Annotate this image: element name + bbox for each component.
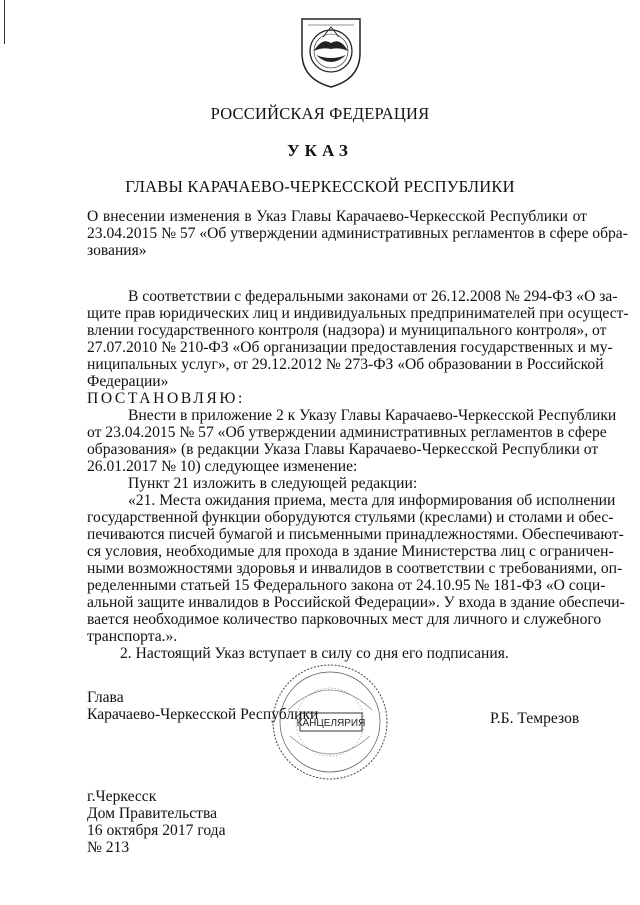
body-line-19: альной защите инвалидов в Российской Федерации». У входа в здание обеспечи- [87,594,625,611]
body-line-11: 26.01.2017 № 10) следующее изменение: [87,458,358,475]
body-line-17: ными возможностями здоровья и инвалидов в соответствии с требованиями, оп- [87,560,623,577]
decree-title: УКАЗ [287,141,353,160]
resolution-word: ПОСТАНОВЛЯЮ: [87,390,245,407]
body-line-9: от 23.04.2015 № 57 «Об утверждении административных регламентов в сфере [87,424,607,441]
subject-line-1: О внесении изменения в Указ Главы Карачаево-Черкесской Республики от [87,208,587,225]
body-line-1: В соответствии с федеральными законами от 26.12.2008 № 294-ФЗ «О за- [128,288,618,305]
subject-line-3: зования» [87,242,147,259]
body-line-8: Внести в приложение 2 к Указу Главы Карачаево-Черкесской Республики [128,407,617,424]
body-line-20: вается необходимое количество парковочных мест для личного и служебного [87,611,602,628]
signatory-title-line-2: Карачаево-Черкесской Республики [87,706,319,723]
coat-of-arms-emblem [296,15,366,90]
issue-place: Дом Правительства [87,805,218,822]
decree-number: № 213 [87,839,130,856]
issue-city: г.Черкесск [87,788,157,805]
body-line-16: ся условия, необходимые для прохода в здание Министерства лиц с ограничен- [87,543,614,560]
body-line-5: ниципальных услуг», от 29.12.2012 № 273-ФЗ «Об образовании в Российской [87,356,604,373]
signatory-title-line-1: Глава [87,689,124,706]
body-line-14: государственной функции оборудуются стульями (креслами) и столами и обес- [87,509,614,526]
body-line-10: образования» (в редакции Указа Главы Карачаево-Черкесской Республики от [87,441,599,458]
issue-date: 16 октября 2017 года [87,822,226,839]
country-heading: РОССИЙСКАЯ ФЕДЕРАЦИЯ [210,104,430,123]
body-line-3: влении государственного контроля (надзора) и муниципального контроля», от [87,322,607,339]
body-line-2: щите прав юридических лиц и индивидуальных предпринимателей при осущест- [87,305,629,322]
signatory-name: Р.Б. Темрезов [490,710,580,727]
body-line-12: Пункт 21 изложить в следующей редакции: [128,475,418,492]
body-line-15: печиваются писчей бумагой и письменными принадлежностями. Обеспечивают- [87,526,624,543]
body-line-18: ределенными статьей 15 Федерального закона от 24.10.95 № 181-ФЗ «О соци- [87,577,606,594]
body-line-22: 2. Настоящий Указ вступает в силу со дня его подписания. [120,645,509,662]
margin-line [4,0,5,44]
stamp-text: КАНЦЕЛЯРИЯ [296,718,366,729]
body-line-6: Федерации» [87,373,169,390]
body-line-13: «21. Места ожидания приема, места для информирования об исполнении [128,492,616,509]
body-line-4: 27.07.2010 № 210-ФЗ «Об организации предоставления государственных и му- [87,339,613,356]
body-line-21: транспорта.». [87,628,178,645]
subject-line-2: 23.04.2015 № 57 «Об утверждении административных регламентов в сфере обра- [87,225,628,242]
issuer-heading: ГЛАВЫ КАРАЧАЕВО-ЧЕРКЕССКОЙ РЕСПУБЛИКИ [125,177,515,196]
